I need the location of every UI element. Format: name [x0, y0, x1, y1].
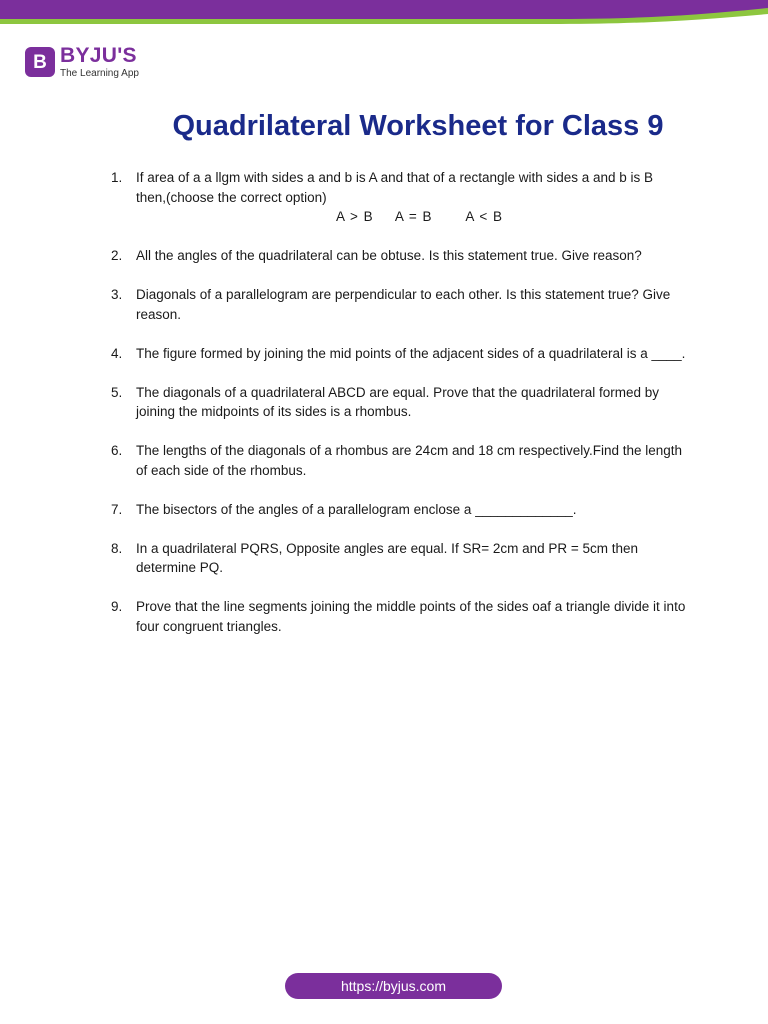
question-number: 2.	[111, 248, 123, 263]
byjus-logo[interactable]	[25, 44, 139, 80]
question-item-1	[111, 168, 686, 227]
question-number: 8.	[111, 540, 123, 556]
question-text: The figure formed by joining the mid points of the adjacent sides of a quadrilateral is a ____.	[136, 345, 686, 361]
question-number: 3.	[111, 287, 123, 302]
question-item-9	[111, 597, 686, 636]
question-item-2	[111, 246, 686, 266]
question-text: All the angles of the quadrilateral can be obtuse. Is this statement true. Give reason?	[136, 248, 642, 263]
top-decorative-band	[0, 0, 768, 26]
question-item-6	[111, 441, 686, 480]
question-text: Prove that the line segments joining the middle points of the sides oaf a triangle divide it into four congruent triangles.	[136, 599, 686, 634]
question-item-8	[111, 539, 686, 578]
worksheet-title: Quadrilateral Worksheet for Class 9	[172, 110, 664, 142]
question-item-7	[111, 500, 686, 520]
logo-b-icon: B	[25, 47, 55, 77]
question-number: 4.	[111, 345, 123, 361]
question-text: The bisectors of the angles of a parallelogram enclose a _____________.	[136, 501, 577, 517]
logo-tagline: The Learning App	[60, 68, 139, 79]
question-text: The diagonals of a quadrilateral ABCD are equal. Prove that the quadrilateral formed by joining the midpoints of its sides is a rhombus.	[136, 384, 660, 419]
question-number: 5.	[111, 384, 123, 400]
question-text: The lengths of the diagonals of a rhombus are 24cm and 18 cm respectively.Find the length of each side of the rhombus.	[136, 443, 683, 478]
question-options: A > B A = B A < B	[336, 209, 502, 224]
question-text: If area of a a llgm with sides a and b is A and that of a rectangle with sides a and b is B then,(choose the correct option)	[136, 170, 654, 205]
question-list	[111, 168, 686, 656]
question-text: In a quadrilateral PQRS, Opposite angles are equal. If SR= 2cm and PR = 5cm then determine PQ.	[136, 540, 639, 575]
question-item-5	[111, 383, 686, 422]
question-number: 7.	[111, 501, 123, 517]
logo-name: BYJU'S	[60, 44, 137, 67]
question-number: 1.	[111, 170, 123, 185]
question-number: 9.	[111, 599, 123, 614]
question-text: Diagonals of a parallelogram are perpendicular to each other. Is this statement true? Give reason.	[136, 287, 671, 322]
question-item-4	[111, 344, 686, 364]
question-number: 6.	[111, 443, 123, 458]
question-item-3	[111, 285, 686, 324]
logo-text	[60, 45, 139, 80]
footer-url-link[interactable]: https://byjus.com	[285, 973, 502, 999]
